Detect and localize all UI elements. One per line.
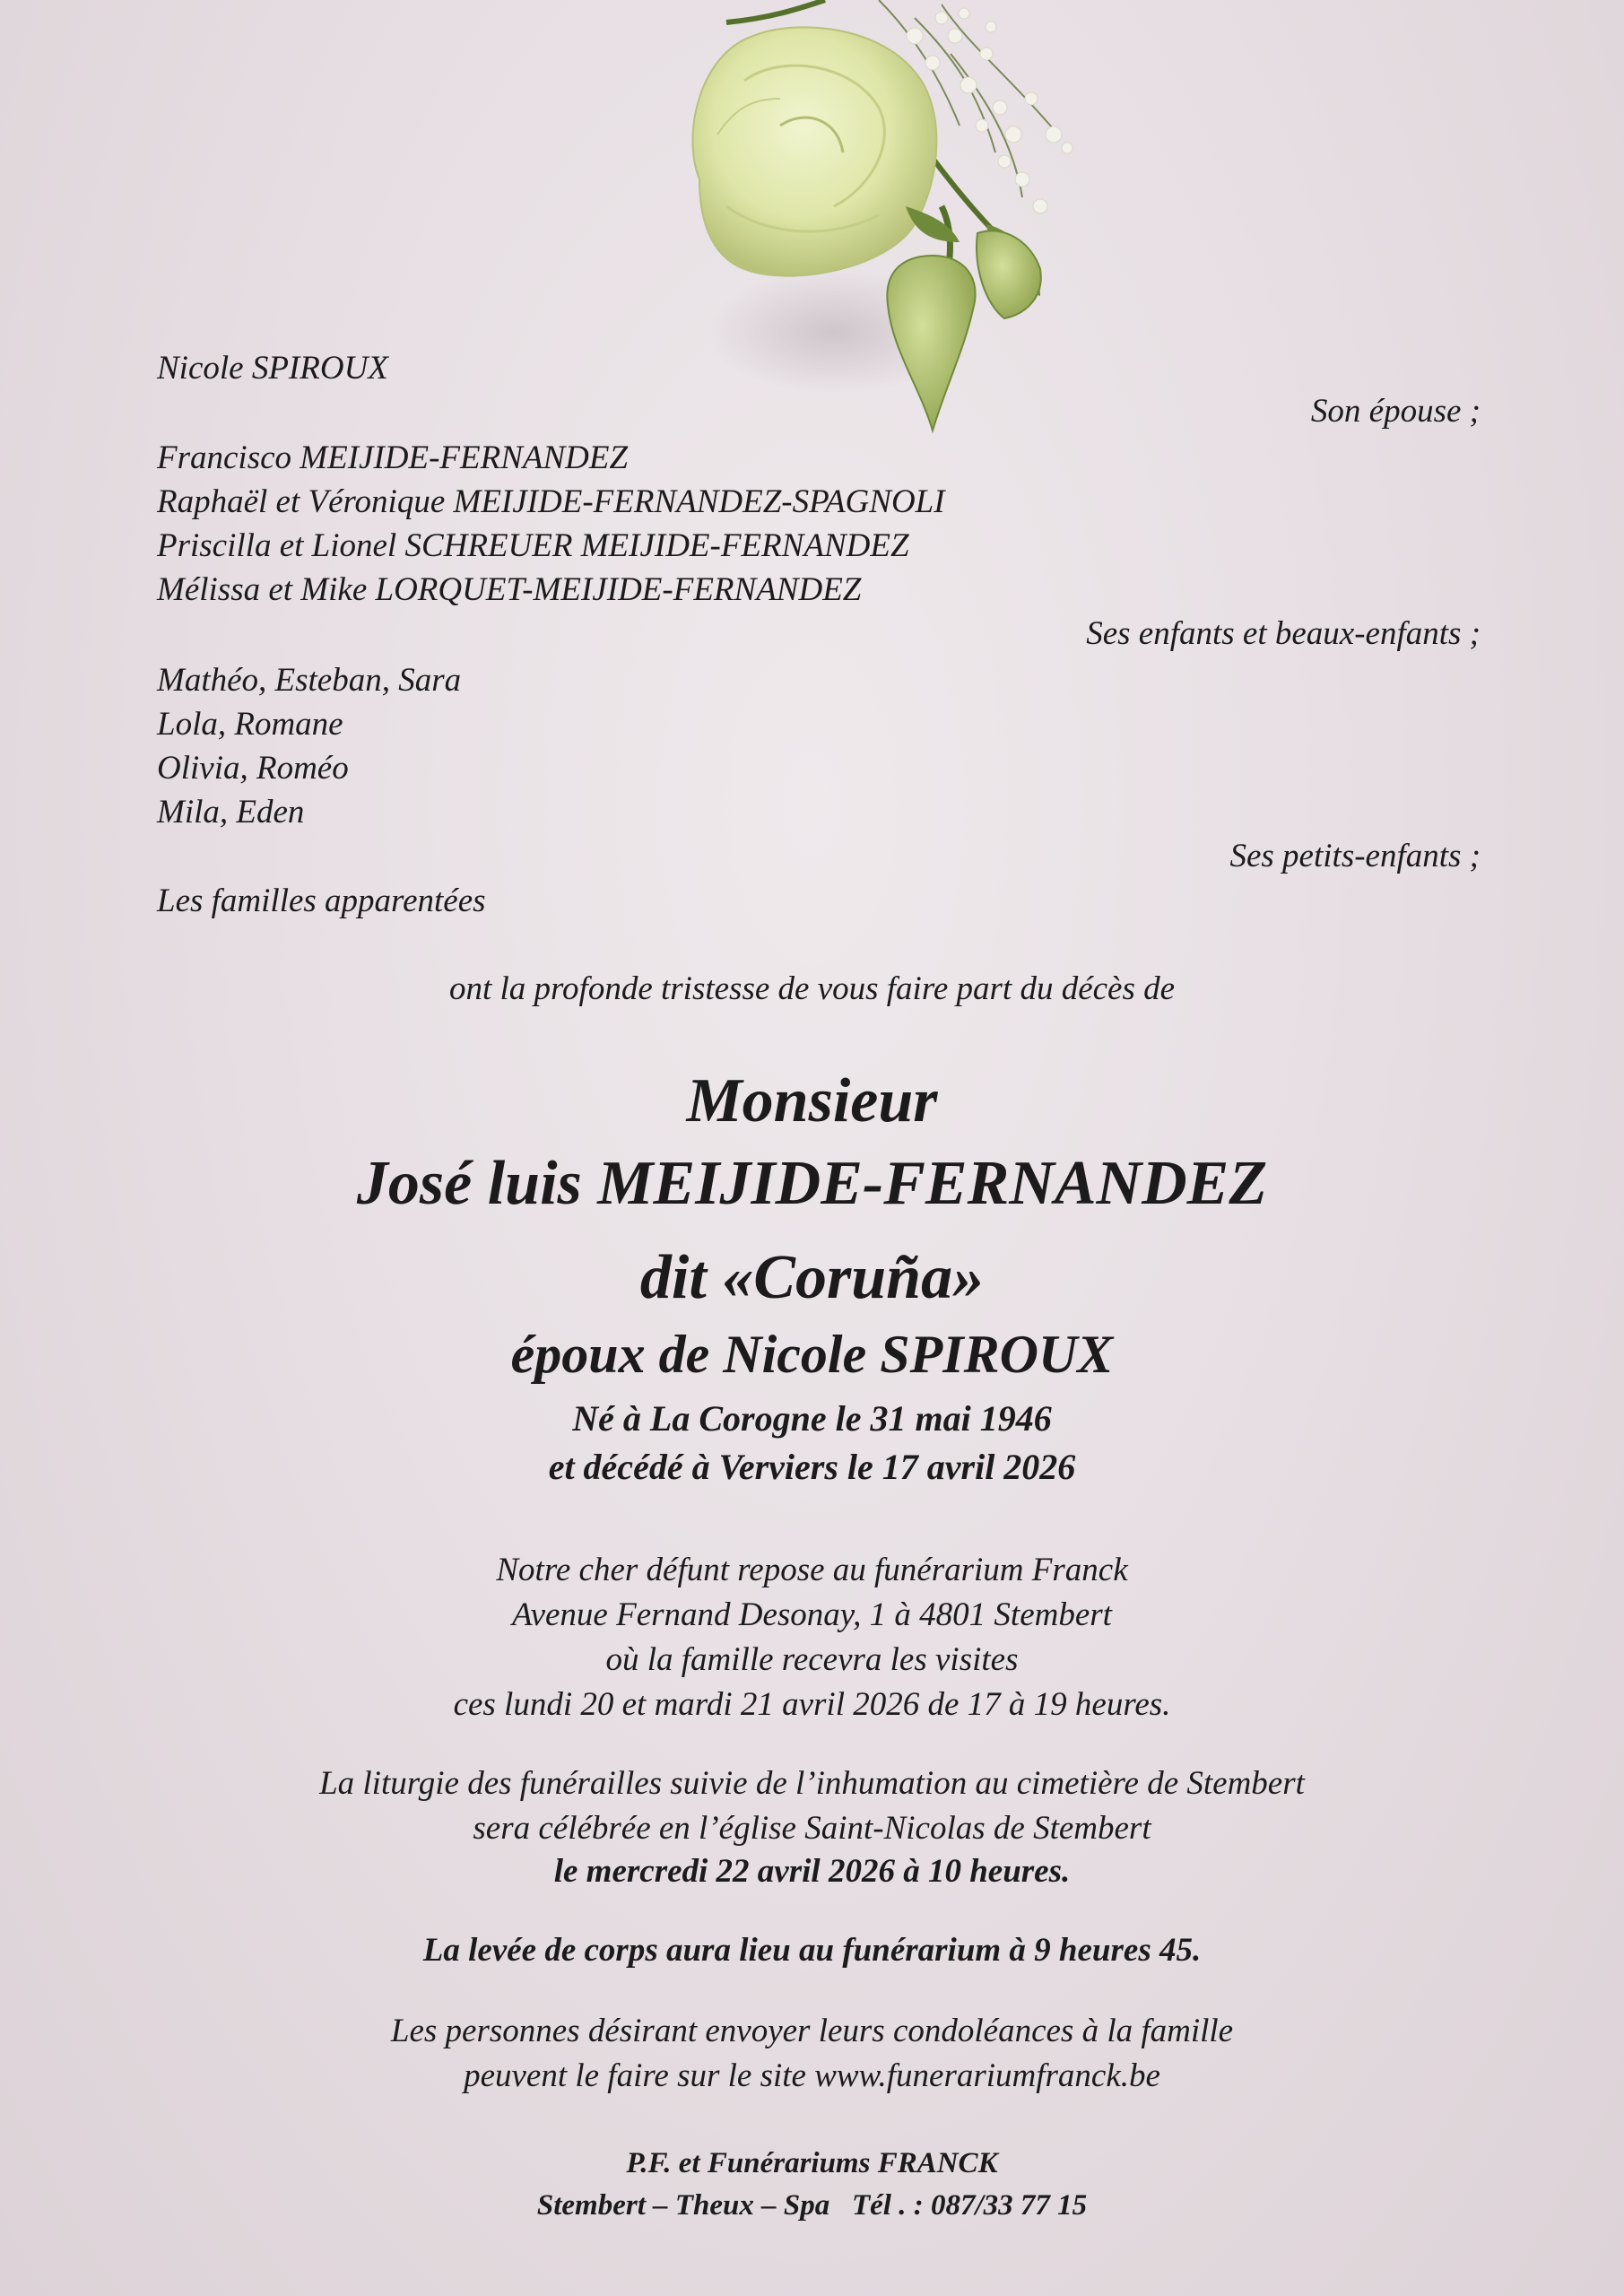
spouse-name: Nicole SPIROUX	[157, 350, 388, 387]
deceased-title: Monsieur	[686, 1066, 938, 1135]
visitation-line: Notre cher défunt repose au funérarium Franck	[496, 1552, 1128, 1588]
condolences-line: Les personnes désirant envoyer leurs condoléances à la famille	[390, 2013, 1234, 2049]
death-line: et décédé à Verviers le 17 avril 2026	[548, 1447, 1076, 1487]
liturgy-line: La liturgie des funérailles suivie de l’inhumation au cimetière de Stembert	[319, 1765, 1305, 1802]
funeral-home-name: P.F. et Funérariums FRANCK	[626, 2147, 998, 2179]
visitation-line: où la famille recevra les visites	[605, 1641, 1019, 1678]
funeral-home-contact: Stembert – Theux – Spa Tél . : 087/33 77 15	[536, 2189, 1088, 2222]
children-role: Ses enfants et beaux-enfants ;	[1086, 615, 1481, 652]
white-rose-bouquet-icon	[646, 0, 1112, 448]
child-line: Mélissa et Mike LORQUET-MEIJIDE-FERNANDEZ	[157, 571, 862, 608]
liturgy-date: le mercredi 22 avril 2026 à 10 heures.	[553, 1853, 1071, 1890]
child-line: Raphaël et Véronique MEIJIDE-FERNANDEZ-SPAGNOLI	[157, 483, 945, 520]
visitation-line: Avenue Fernand Desonay, 1 à 4801 Stembert	[512, 1596, 1112, 1633]
deceased-nickname: dit «Coruña»	[639, 1243, 985, 1312]
birth-line: Né à La Corogne le 31 mai 1946	[572, 1398, 1052, 1439]
child-line: Priscilla et Lionel SCHREUER MEIJIDE-FERNANDEZ	[157, 527, 909, 564]
spouse-role: Son épouse ;	[1310, 393, 1481, 430]
related-families: Les familles apparentées	[157, 883, 486, 919]
deceased-spouse: époux de Nicole SPIROUX	[510, 1325, 1114, 1384]
levee-line: La levée de corps aura lieu au funérarium à 9 heures 45.	[422, 1932, 1202, 1969]
child-line: Francisco MEIJIDE-FERNANDEZ	[157, 439, 629, 476]
grandchildren-line: Mila, Eden	[157, 794, 305, 831]
deceased-name: José luis MEIJIDE-FERNANDEZ	[356, 1149, 1268, 1218]
liturgy-line: sera célébrée en l’église Saint-Nicolas de Stembert	[473, 1810, 1151, 1847]
grandchildren-line: Olivia, Roméo	[157, 750, 349, 787]
announcement: ont la profonde tristesse de vous faire part du décès de	[448, 970, 1176, 1007]
grandchildren-line: Lola, Romane	[157, 706, 343, 743]
grandchildren-role: Ses petits-enfants ;	[1229, 838, 1481, 874]
condolences-line: peuvent le faire sur le site www.funerariumfranck.be	[464, 2057, 1160, 2094]
grandchildren-line: Mathéo, Esteban, Sara	[157, 662, 462, 699]
visitation-line: ces lundi 20 et mardi 21 avril 2026 de 17 à 19 heures.	[453, 1686, 1171, 1723]
